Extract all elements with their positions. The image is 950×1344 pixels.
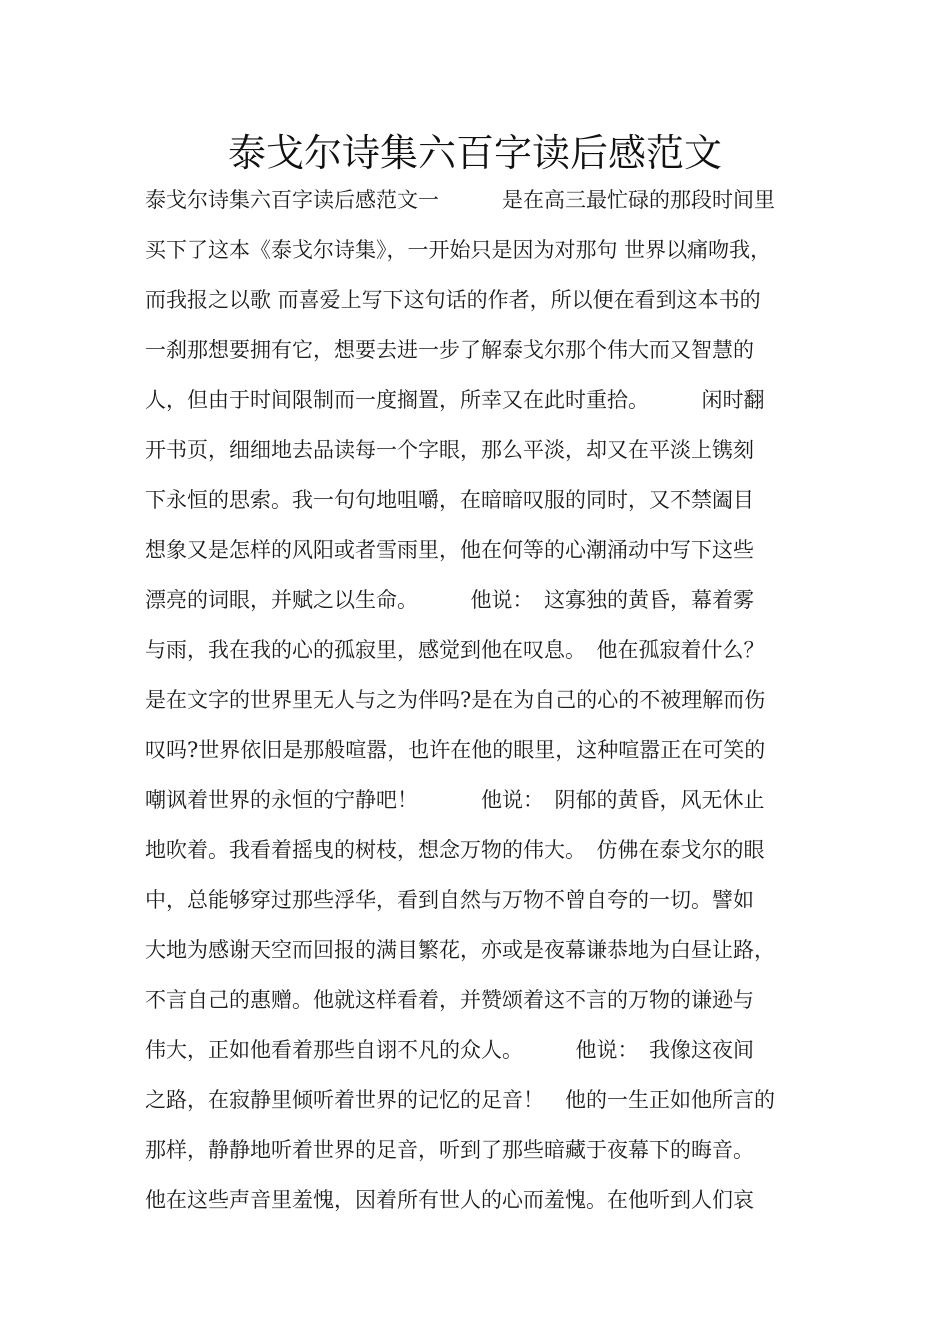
body-line: 之路，在寂静里倾听着世界的记忆的足音！ 他的一生正如他所言的 (145, 1088, 775, 1112)
body-line: 中，总能够穿过那些浮华，看到自然与万物不曾自夸的一切。譬如 (145, 888, 754, 912)
body-line: 叹吗?世界依旧是那般喧嚣，也许在他的眼里，这种喧嚣正在可笑的 (145, 738, 766, 762)
body-line: 人，但由于时间限制而一度搁置，所幸又在此时重拾。 闲时翻 (145, 388, 765, 412)
body-line: 与雨，我在我的心的孤寂里，感觉到他在叹息。 他在孤寂着什么？ (145, 638, 765, 662)
body-line: 想象又是怎样的风阳或者雪雨里，他在何等的心潮涌动中写下这些 (145, 538, 754, 562)
body-line: 下永恒的思索。我一句句地咀嚼，在暗暗叹服的同时，又不禁阖目 (145, 488, 754, 512)
body-line: 泰戈尔诗集六百字读后感范文一 是在高三最忙碌的那段时间里 (145, 188, 775, 212)
body-line: 嘲讽着世界的永恒的宁静吧！ 他说： 阴郁的黄昏，风无休止 (145, 788, 765, 812)
body-line: 不言自己的惠赠。他就这样看着，并赞颂着这不言的万物的谦逊与 (145, 988, 754, 1012)
body-line: 伟大，正如他看着那些自诩不凡的众人。 他说： 我像这夜间 (145, 1038, 754, 1062)
body-line: 一刹那想要拥有它，想要去进一步了解泰戈尔那个伟大而又智慧的 (145, 338, 754, 362)
body-line: 开书页，细细地去品读每一个字眼，那么平淡，却又在平淡上镌刻 (145, 438, 754, 462)
body-line: 那样，静静地听着世界的足音，听到了那些暗藏于夜幕下的晦音。 (145, 1138, 754, 1162)
body-line: 买下了这本《泰戈尔诗集》，一开始只是因为对那句 世界以痛吻我， (145, 238, 772, 262)
body-line: 是在文字的世界里无人与之为伴吗?是在为自己的心的不被理解而伤 (145, 688, 766, 712)
body-line: 漂亮的词眼，并赋之以生命。 他说： 这寡独的黄昏，幕着雾 (145, 588, 754, 612)
body-line: 他在这些声音里羞愧，因着所有世人的心而羞愧。在他听到人们哀 (145, 1188, 754, 1212)
body-line: 地吹着。我看着摇曳的树枝，想念万物的伟大。 仿佛在泰戈尔的眼 (145, 838, 765, 862)
body-line: 大地为感谢天空而回报的满目繁花，亦或是夜幕谦恭地为白昼让路， (145, 938, 775, 962)
document-body (145, 183, 825, 1233)
body-line: 而我报之以歌 而喜爱上写下这句话的作者，所以便在看到这本书的 (145, 288, 761, 312)
document-title: 泰戈尔诗集六百字读后感范文 (227, 131, 722, 175)
